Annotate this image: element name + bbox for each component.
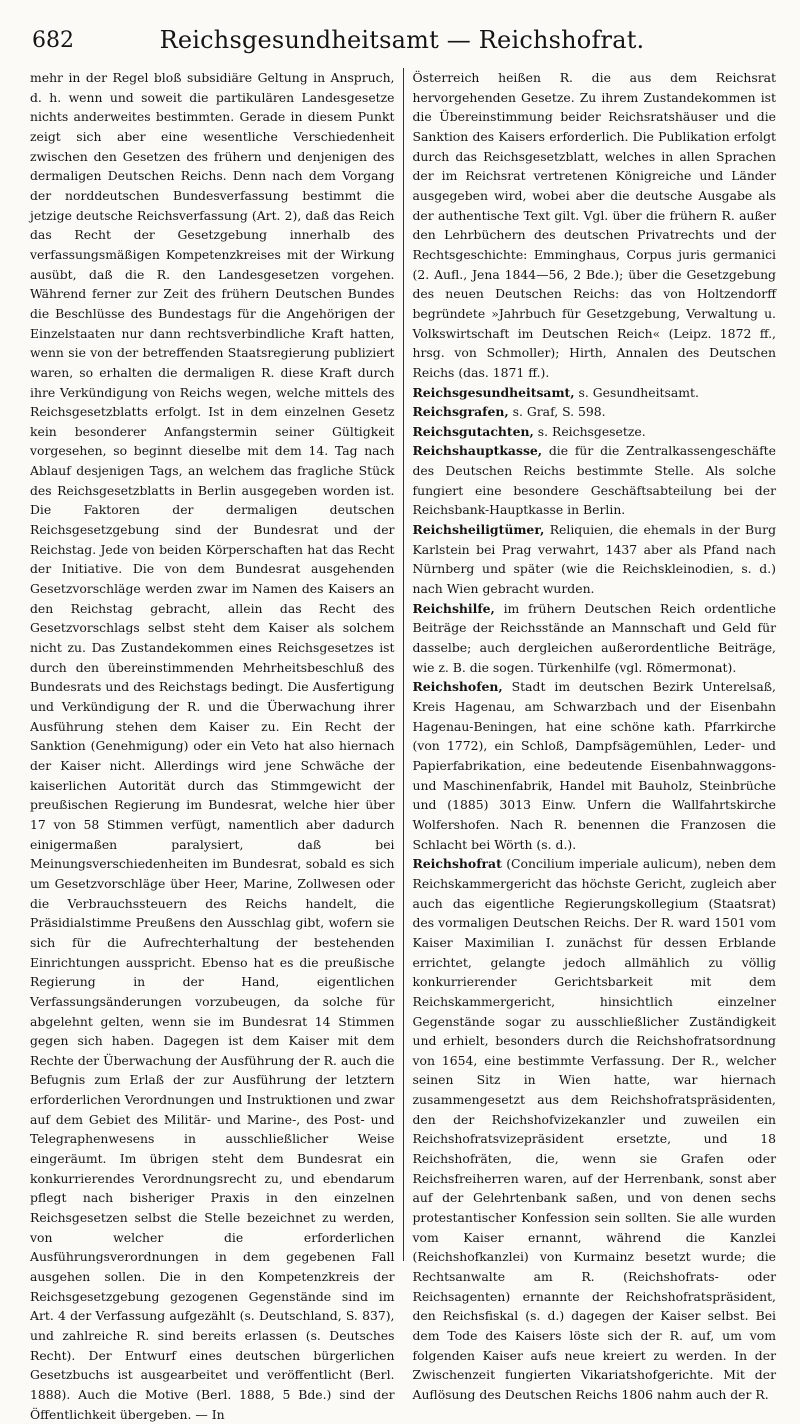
right-column-intro: Österreich heißen R. die aus dem Reichsrat hervorgehenden Gesetze. Zu ihrem Zustandekommen ist die Übereinstimmung beider Reichsratshäuser und die Sanktion des Kaisers erforderlich. Die Publikation erfolgt durch das Reichsgesetzblatt, welches in allen Sprachen der im Reichsrat vertretenen Königreiche und Länder ausgegeben wird, wobei aber die deutsche Ausgabe als der authentische Text gilt. Vgl. über die frühern R. außer den Lehrbüchern des deutschen Privatrechts und der Rechtsgeschichte: Emminghaus, Corpus juris germanici (2. Aufl., Jena 1844—56, 2 Bde.); über die Gesetzgebung des neuen Deutschen Reichs: das von Holtzendorff begründete »Jahrbuch für Gesetzgebung, Verwaltung u. Volkswirtschaft im Deutschen Reich« (Leipz. 1872 ff., hrsg. von Schmoller); Hirth, Annalen des Deutschen Reichs (das. 1871 ff.). — [412, 70, 776, 380]
entry-reichsheiligtuemer — [413, 520, 777, 599]
two-column-body — [30, 68, 776, 1422]
entry-headword: Reichshofen, — [412, 679, 503, 695]
entry-headword: Reichsheiligtümer, — [412, 522, 545, 538]
entry-headword: Reichsgutachten, — [412, 423, 534, 439]
entry-headword: Reichsgesundheitsamt, — [412, 384, 575, 400]
entry-body: s. Gesundheitsamt. — [574, 384, 699, 400]
entry-reichsgesundheitsamt — [413, 383, 777, 403]
entry-body: s. Graf, S. 598. — [508, 404, 606, 420]
entry-reichshofen — [413, 677, 777, 854]
entry-headword: Reichsgrafen, — [412, 404, 509, 420]
entry-headword: Reichshilfe, — [412, 600, 495, 616]
page-number: 682 — [32, 28, 74, 53]
entry-headword: Reichshauptkasse, — [412, 443, 543, 459]
entry-reichshauptkasse — [413, 441, 777, 520]
left-column-text: mehr in der Regel bloß subsidiäre Geltung in Anspruch, d. h. wenn und soweit die partikulären Landesgesetze nichts anderweites bestimmten. Gerade in diesem Punkt zeigt sich aber eine wesentliche Verschiedenheit zwischen den Gesetzen des frühern und denjenigen des dermaligen Deutschen Reichs. Denn nach dem Vorgang der norddeutschen Bundesverfassung bestimmt die jetzige deutsche Reichsverfassung (Art. 2), daß das Reich das Recht der Gesetzgebung innerhalb des verfassungsmäßigen Kompetenzkreises mit der Wirkung ausübt, daß die R. den Landesgesetzen vorgehen. Während ferner zur Zeit des frühern Deutschen Bundes die Beschlüsse des Bundestags für die Angehörigen der Einzelstaaten nur dann rechtsverbindliche Kraft hatten, wenn sie von der betreffenden Staatsregierung publiziert waren, so erhalten die dermaligen R. diese Kraft durch ihre Verkündigung von Reichs wegen, welche mittels des Reichsgesetzblatts erfolgt. Ist in dem einzelnen Gesetz kein besonderer Anfangstermin seiner Gültigkeit vorgesehen, so beginnt dieselbe mit dem 14. Tag nach Ablauf desjenigen Tags, an welchem das fragliche Stück des Reichsgesetzblatts in Berlin ausgegeben worden ist. Die Faktoren der dermaligen deutschen Reichsgesetzgebung sind der Bundesrat und der Reichstag. Jede von beiden Körperschaften hat das Recht der Initiative. Die von dem Bundesrat ausgehenden Gesetzvorschläge werden zwar im Namen des Kaisers an den Reichstag gebracht, allein das Recht des Gesetzvorschlags selbst steht dem Kaiser als solchem nicht zu. Das Zustandekommen eines Reichsgesetzes ist durch den übereinstimmenden Mehrheitsbeschluß des Bundesrats und des Reichstags bedingt. Die Ausfertigung und Verkündigung der R. und die Überwachung ihrer Ausführung stehen dem Kaiser zu. Ein Recht der Sanktion (Genehmigung) oder ein Veto hat also hiernach der Kaiser nicht. Allerdings wird jene Schwäche der kaiserlichen Autorität durch das Stimmgewicht der preußischen Regierung im Bundesrat, welche hier über 17 von 58 Stimmen verfügt, namentlich aber dadurch einigermaßen paralysiert, daß bei Meinungsverschiedenheiten im Bundesrat, sobald es sich um Gesetzvorschläge über Heer, Marine, Zollwesen oder die Verbrauchssteuern des Reichs handelt, die Präsidialstimme Preußens den Ausschlag gibt, wofern sie sich für die Aufrechterhaltung der bestehenden Einrichtungen ausspricht. Ebenso hat es die preußische Regierung in der Hand, eigentlichen Verfassungsänderungen vorzubeugen, da solche für abgelehnt gelten, wenn sie im Bundesrat 14 Stimmen gegen sich haben. Dagegen ist dem Kaiser mit dem Rechte der Überwachung der Ausführung der R. auch die Befugnis zum Erlaß der zur Ausführung der letztern erforderlichen Verordnungen und Instruktionen und zwar auf dem Gebiet des Militär- und Marine-, des Post- und Telegraphenwesens in ausschließlicher Weise eingeräumt. Im übrigen steht dem Bundesrat ein konkurrierendes Verordnungsrecht zu, und ebendarum pflegt nach bisheriger Praxis in den einzelnen Reichsgesetzen selbst die Stelle bezeichnet zu werden, von welcher die erforderlichen Ausführungsverordnungen in dem gegebenen Fall ausgehen sollen. Die in den Kompetenzkreis der Reichsgesetzgebung gezogenen Gegenstände sind im Art. 4 der Verfassung aufgezählt (s. Deutschland, S. 837), und zahlreiche R. sind bereits erlassen (s. Deutsches Recht). Der Entwurf eines deutschen bürgerlichen Gesetzbuchs ist ausgearbeitet und veröffentlicht (Berl. 1888). Auch die Motive (Berl. 1888, 5 Bde.) sind der Öffentlichkeit übergeben. — In — [30, 70, 395, 1422]
entry-body: im frühern Deutschen Reich ordentliche Beiträge der Reichsstände an Mannschaft und Geld für dasselbe; auch dergleichen außerordentliche Beiträge, wie z. B. die sogen. Türkenhilfe (vgl. Römermonat). — [412, 600, 776, 675]
running-head: Reichsgesundheitsamt — Reichshofrat. — [159, 26, 645, 54]
entry-reichsgrafen — [413, 402, 777, 422]
entry-body: Reliquien, die ehemals in der Burg Karlstein bei Prag verwahrt, 1437 aber als Pfand nach Nürnberg und später (wie die Reichskleinodien, s. d.) nach Wien gebracht wurden. — [412, 522, 776, 597]
entry-body: (Concilium imperiale aulicum), neben dem Reichskammergericht das höchste Gericht, zugleich aber auch das eigentliche Regierungskollegium (Staatsrat) des vormaligen Deutschen Reichs. Der R. ward 1501 vom Kaiser Maximilian I. zunächst für dessen Erblande errichtet, gelangte jedoch allmählich zu völlig konkurrierender Gerichtsbarkeit mit dem Reichskammergericht, hinsichtlich einzelner Gegenstände sogar zu ausschließlicher Zuständigkeit und erhielt, besonders durch die Reichshofratsordnung von 1654, eine bestimmte Verfassung. Der R., welcher seinen Sitz in Wien hatte, war hiernach zusammengesetzt aus dem Reichshofratspräsidenten, den der Reichshofvizekanzler und zuweilen ein Reichshofratsvizepräsident ersetzte, und 18 Reichshofräten, die, wenn sie Grafen oder Reichsfreiherren waren, auf der Herrenbank, sonst aber auf der Gelehrtenbank saßen, und von denen sechs protestantischer Konfession sein sollten. Sie alle wurden vom Kaiser ernannt, während die Kanzlei (Reichshofkanzlei) von Kurmainz besetzt wurde; die Rechtsanwalte am R. (Reichshofrats- oder Reichsagenten) ernannte der Reichshofratspräsident, den Reichsfiskal (s. d.) dagegen der Kaiser selbst. Bei dem Tode des Kaisers löste sich der R. auf, um vom folgenden Kaiser aufs neue kreiert zu werden. In der Zwischenzeit fungierten Vikariatshofgerichte. Mit der Auflösung des Deutschen Reichs 1806 nahm auch der R. — [412, 856, 776, 1402]
left-column — [30, 68, 403, 1422]
entry-body: Stadt im deutschen Bezirk Unterelsaß, Kreis Hagenau, am Schwarzbach und der Eisenbahn Hagenau-Beningen, hat eine schöne kath. Pfarrkirche (von 1772), ein Schloß, Dampfsägemühlen, Leder- und Papierfabrikation, eine bedeutende Eisenbahnwaggons- und Maschinenfabrik, Handel mit Bauholz, Steinbrüche und (1885) 3013 Einw. Unfern die Wallfahrtskirche Wolfershofen. Nach R. benennen die Franzosen die Schlacht bei Wörth (s. d.). — [412, 679, 776, 852]
page-header — [32, 26, 772, 66]
entry-reichshilfe — [413, 599, 777, 678]
entry-body: s. Reichsgesetze. — [533, 423, 646, 439]
entry-headword: Reichshofrat — [412, 856, 502, 872]
entry-body: die für die Zentralkassengeschäfte des Deutschen Reichs bestimmte Stelle. Als solche fungiert eine besondere Geschäftsabteilung bei der Reichsbank-Hauptkasse in Berlin. — [412, 443, 776, 518]
entry-reichsgutachten — [413, 422, 777, 442]
entry-reichshofrat — [413, 854, 777, 1404]
right-column — [404, 68, 777, 1402]
